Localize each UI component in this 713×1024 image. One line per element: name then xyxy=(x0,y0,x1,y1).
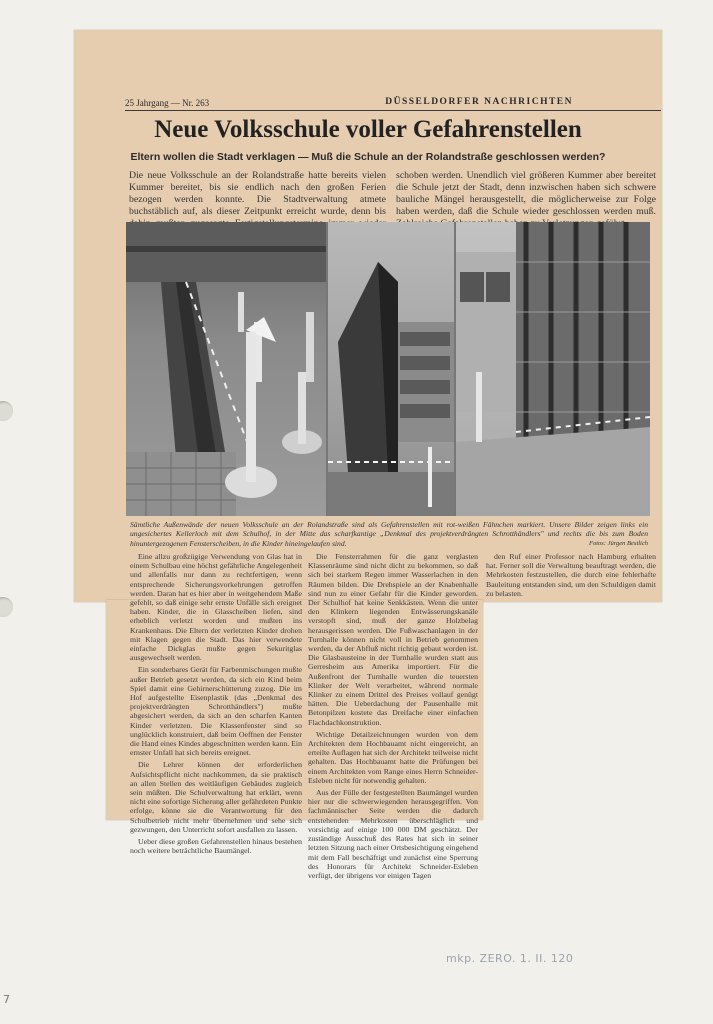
paragraph: Aus der Fülle der festgestellten Baumängel wurden hier nur die schwerwiegenden herausgegriffen. Von fachmännischer Seite werden die dadurch entstehenden Mehrkosten überschläglich und vorsichtig auf einige 100 000 DM geschätzt. Der zuständige Ausschuß des Rates hat sich in seiner letzten Sitzung nach einer Ortsbesichtigung eingehend mit dem Fall beschäftigt und zunächst eine Sperrung des Honorars für Architekt Schneider-Esleben verfügt, der übrigens vor einigen Tagen xyxy=(308,788,478,880)
issue-info: 25 Jahrgang — Nr. 263 xyxy=(125,98,210,108)
paragraph: Die Fensterrahmen für die ganz verglasten Klassenräume sind nicht dicht zu bekommen, so daß sich bei starkem Regen immer Wasserlachen in den Räumen bilden. Die Drehspiele an der Knabenhalle sind nun zu einer Gefahr für die Kinder geworden. Der Schulhof hat keine Senkkästen. Wenn die unter den Klinkern liegenden Entwässerungskanäle verstopft sind, muß der ganze Holzbelag herausgerissen werden. Die Fußwaschanlagen in der Turnhalle können nicht voll in Betrieb genommen werden, da der Abfluß nicht richtig gebaut worden ist. Die Glasbausteine in der Turnhalle wurden statt aus Gerresheim aus Amerika importiert. Für die Außenfront der Turnhalle wurden die teuersten Klinker der Welt verarbeitet, während normale Klinker zu einem Drittel des Preises vollauf genügt hätten. Die Ueberdachung der Pausenhalle mit Betonpilzen kostete das Dreifache einer einfachen Flachdachkonstruktion. xyxy=(308,552,478,727)
paragraph: Wichtige Detailzeichnungen wurden von dem Architekten dem Hochbauamt nicht eingereicht, an erteilte Auflagen hat sich der Architekt teilweise nicht gehalten. Das Hochbauamt hatte die Prüfungen bei einem Architekten vom Range eines Herrn Schneider-Esleben nicht für notwendig gehalten. xyxy=(308,729,478,785)
photo-scrap-sculpture xyxy=(328,222,454,516)
punch-hole-top xyxy=(0,401,13,421)
archive-note: mkp. ZERO. 1. II. 120 xyxy=(446,952,574,965)
article-column-2 xyxy=(308,552,478,883)
photo-cellar-hole xyxy=(126,222,326,516)
photo-glass-facade xyxy=(456,222,650,516)
photo-caption xyxy=(130,520,648,548)
intro-left: Die neue Volksschule an der Rolandstraße hatte bereits vielen Kummer bereitet, bis sie endlich nach den großen Ferien bezogen werden konnte. Die Stadtverwaltung atmete buchstäblich auf, als dieser Zeitpunkt erreicht wurde, denn bis xyxy=(129,170,386,217)
masthead xyxy=(125,96,661,111)
photo-credit: Fotos: Jürgen Bestlich xyxy=(589,539,648,547)
paragraph: Die Lehrer können der erforderlichen Aufsichtspflicht nicht nachkommen, da sie praktisch an allen Stellen des weitläufigen Gebäudes zugleich sein müßten. Die Schulverwaltung hat erklärt, wenn nicht eine sofortige Sicherung aller gefährdeten Punkte erfolge, könne sie die Verantwortung für den Schulbetrieb nicht mehr übernehmen und sehe sich gezwungen, den Unterricht sofort ausfallen zu lassen. xyxy=(130,760,302,834)
headline: Neue Volksschule voller Gefahrenstellen xyxy=(154,116,582,143)
paragraph: den Ruf einer Professor nach Hamburg erhalten hat. Ferner soll die Verwaltung beauftragt werden, die Mehrkosten festzustellen, die durch eine fehlerhafte Bauleitung entstanden sind, um den Schuldigen damit zu belasten. xyxy=(486,552,656,598)
article-column-3 xyxy=(486,552,656,601)
punch-hole-bottom xyxy=(0,597,13,617)
article-column-1 xyxy=(130,552,302,859)
newspaper-name: DÜSSELDORFER NACHRICHTEN xyxy=(385,97,573,107)
paragraph: Ein sonderbares Gerät für Farbenmischungen mußte außer Betrieb gesetzt werden, da sich ein Kind beim Spiel damit eine Gehirnerschütterung zuzog. Die im Hof aufgestellte Eisenplastik (das „Denkmal des projektverdrängten Schrotthändlers") mußte abgesichert werden, da sich an den scharfen Kanten Kinder verletzten. Die Klassenfenster sind so unglücklich konstruiert, daß beim Oeffnen der Fenster die Hand eines Kindes abgeschnitten werden kann. Ein ernster Unfall hat sich bereits ereignet. xyxy=(130,665,302,758)
paragraph: Eine allzu großzügige Verwendung von Glas hat in einem Schulbau eine höchst gefährliche Angelegenheit und allenfalls nur dann zu rechtfertigen, wenn entsprechende Sicherungsvorkehrungen getroffen werden. Daran hat es hier aber in weitgehendem Maße gefehlt, so daß einige sehr ernste Unfälle sich ereignet haben. Kinder, die in Glasscheiben liefen, sind erheblich verletzt worden und mußten ins Krankenhaus. Die Eltern der verletzten Kinder drohen mit Klagen gegen die Stadt. Das hier verwendete einfache Dickglas mußte gegen Sekuritglas ausgewechselt werden. xyxy=(130,552,302,663)
paragraph: Ueber diese großen Gefahrenstellen hinaus bestehen noch weitere beträchtliche Baumängel. xyxy=(130,837,302,856)
intro-right: schoben werden. Unendlich viel größeren Kummer aber bereitet die Schule jetzt der Stadt, denn inzwischen haben sich schwere bauliche Mängel herausgestellt, die möglicherweise zur Folge haben werden, daß die Schule wieder geschlossen werden muß. xyxy=(396,170,656,217)
photo-strip xyxy=(126,222,650,516)
subheadline: Eltern wollen die Stadt verklagen — Muß die Schule an der Rolandstraße geschlossen werden? xyxy=(130,151,606,163)
page-number: 7 xyxy=(3,993,10,1006)
caption-text: Sämtliche Außenwände der neuen Volksschule an der Rolandstraße sind als Gefahrenstellen mit rot-weißen Fähnchen markiert. Unsere Bilder zeigen links ein ungesichertes Kellerloch mit dem Schulhof, in der Mitte das scharfkantige „Denkmal des projektverdrängten Schrotthändlers" und rechts die bis zum Boden hinuntergezogenen Fensterscheiben, in die Kinder hineingelaufen sind. xyxy=(130,520,648,548)
